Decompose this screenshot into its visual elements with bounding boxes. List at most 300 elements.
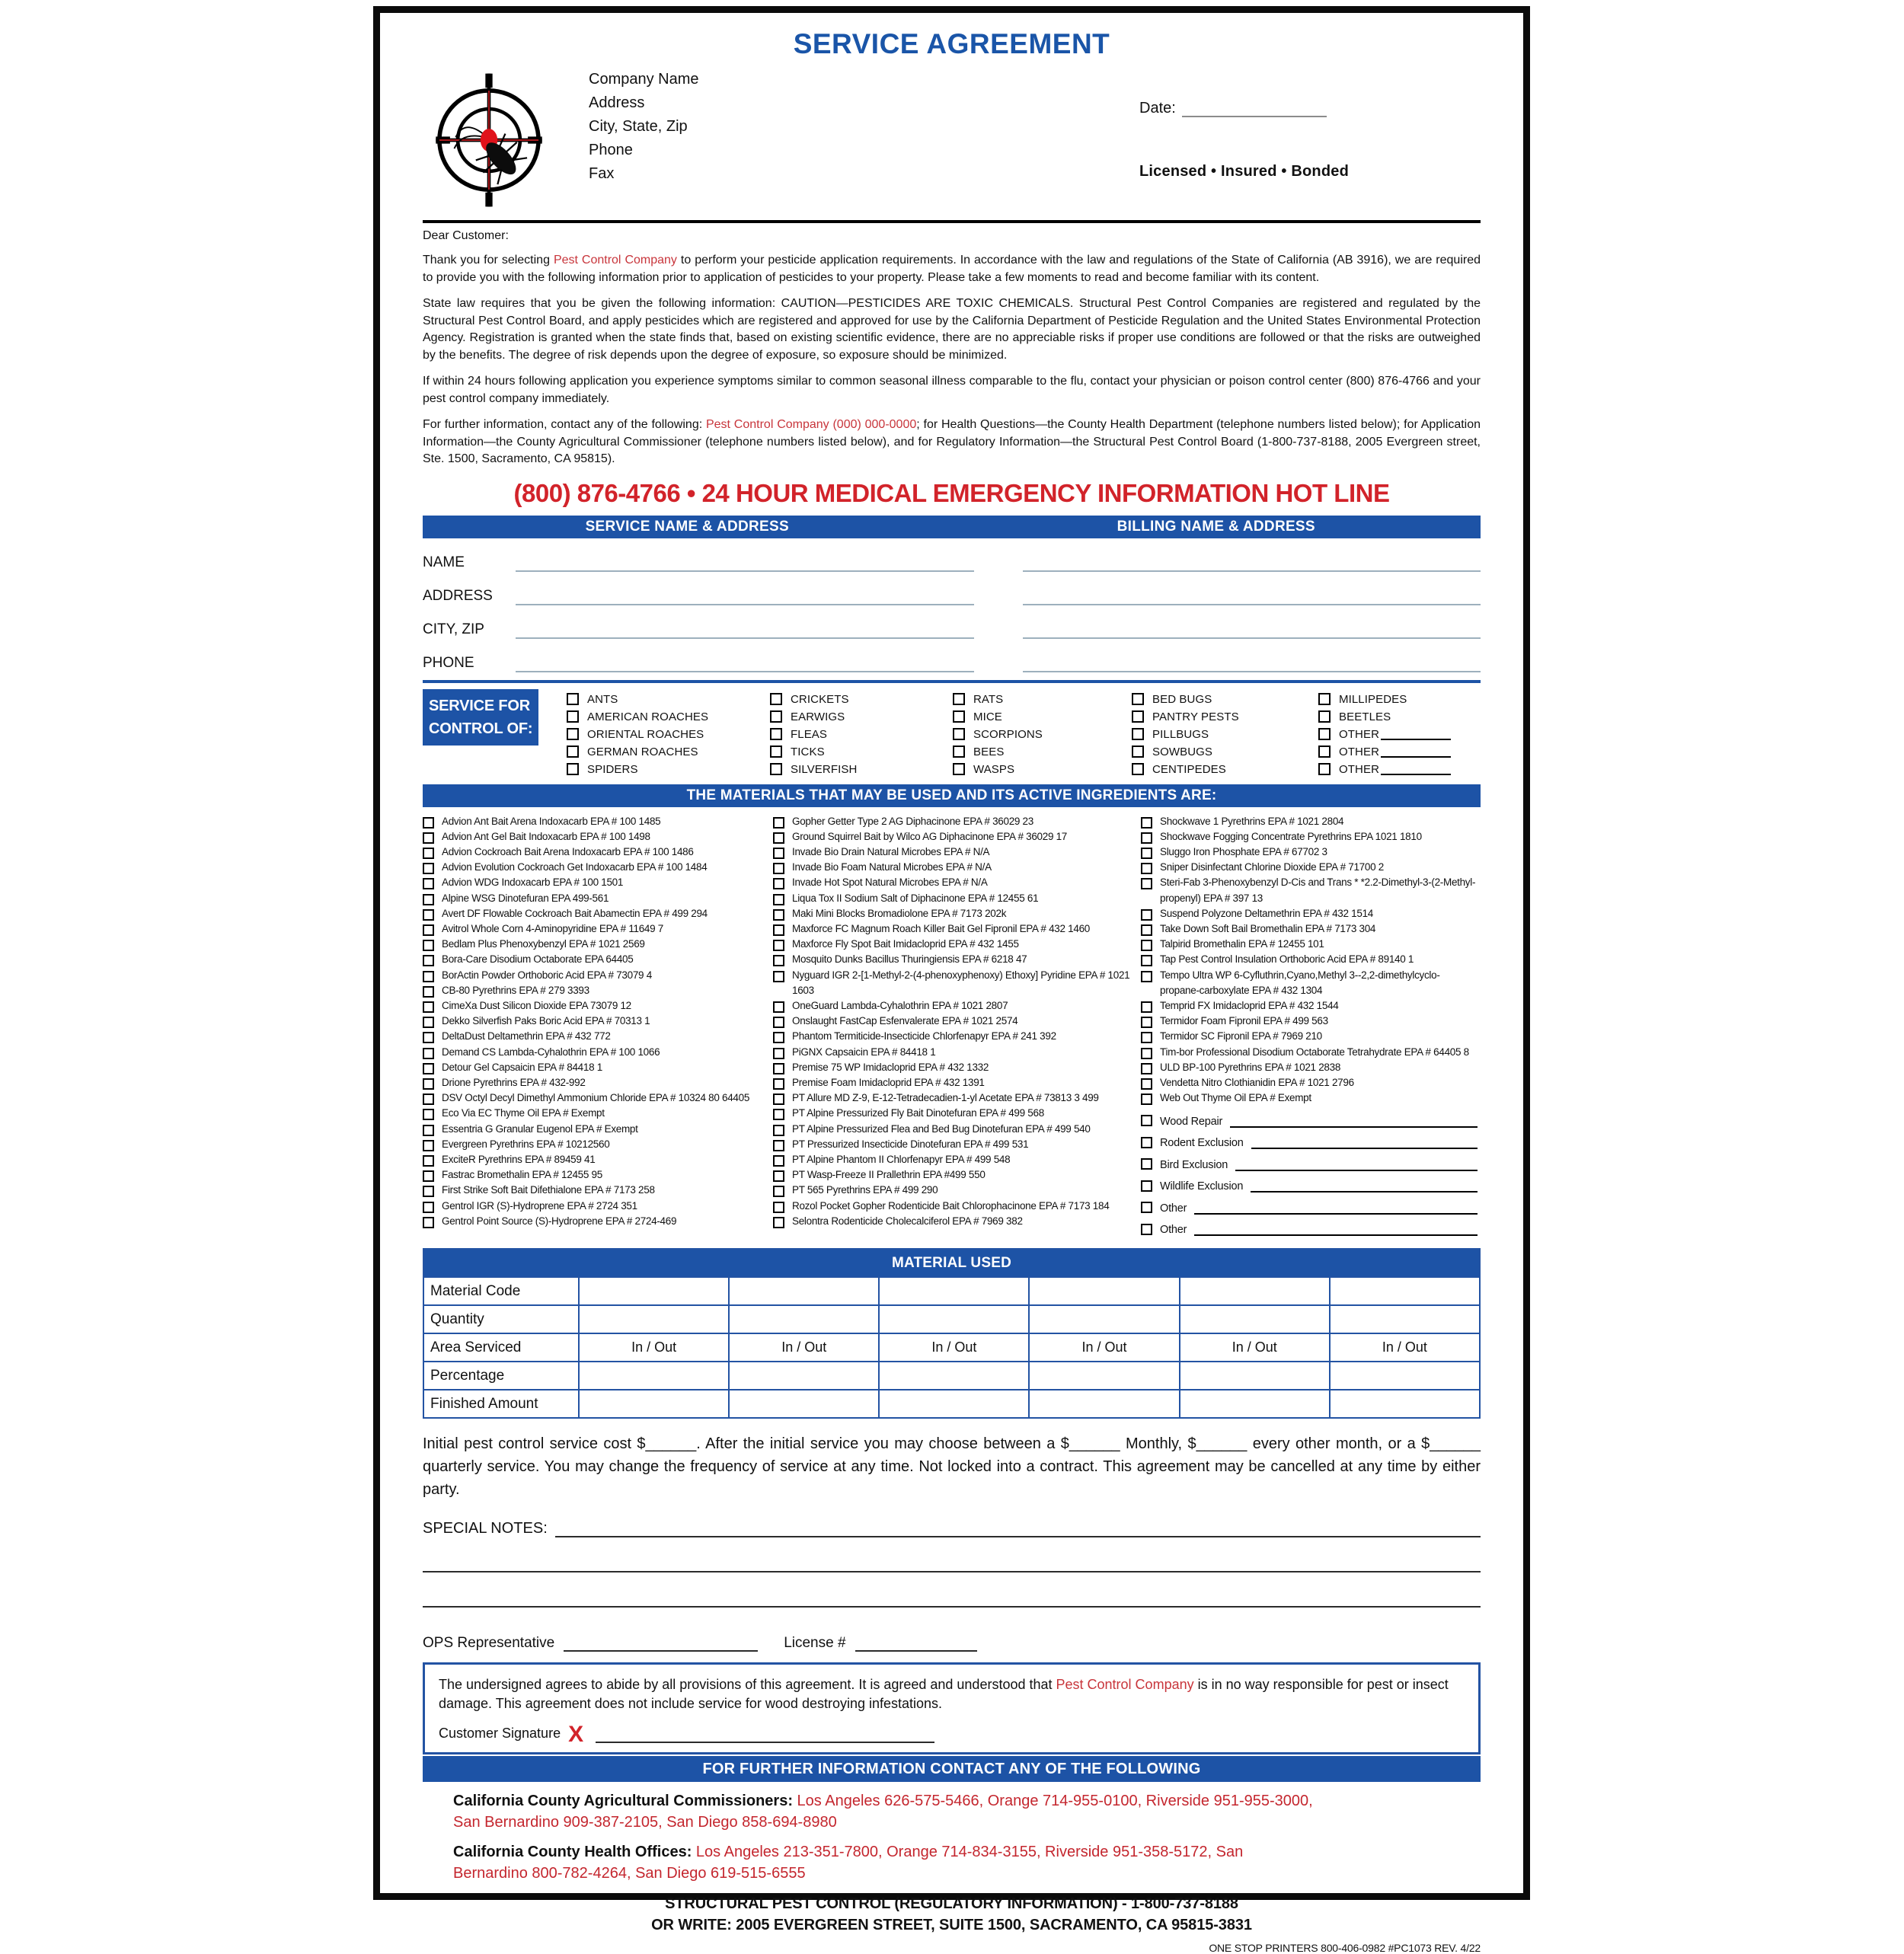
checkbox-icon[interactable]	[773, 1186, 784, 1197]
agricultural-commissioners-phones: Los Angeles 626-575-5466, Orange 714-955-0100, Riverside 951-955-3000, San Bernardino 909-387-2105, San Diego 858-694-8980	[453, 1793, 1313, 1831]
material-item	[773, 891, 1141, 906]
pest-option	[1318, 743, 1481, 761]
material-item-label: Avert DF Flowable Cockroach Bait Abamectin EPA # 499 294	[442, 907, 708, 919]
checkbox-icon[interactable]	[773, 1032, 784, 1043]
pest-option	[567, 691, 770, 708]
checkbox-icon[interactable]	[1132, 746, 1144, 758]
pest-option-label: SILVERFISH	[791, 762, 858, 776]
checkbox-icon[interactable]	[770, 693, 782, 705]
checkbox-icon[interactable]	[953, 693, 965, 705]
checkbox-icon[interactable]	[1141, 832, 1152, 844]
material-item-label: Shockwave Fogging Concentrate Pyrethrins EPA 1021 1810	[1160, 830, 1422, 842]
paragraph-text: Thank you for selecting	[423, 254, 554, 267]
agricultural-commissioners-paragraph	[423, 1791, 1321, 1833]
material-item-label: Mosquito Dunks Bacillus Thuringiensis EPA # 6218 47	[792, 953, 1027, 966]
checkbox-icon[interactable]	[567, 746, 579, 758]
date-label: Date:	[1139, 100, 1176, 117]
special-notes-blank-line[interactable]	[423, 1537, 1481, 1572]
customer-signature-label: Customer Signature	[439, 1726, 561, 1742]
checkbox-icon[interactable]	[423, 1109, 434, 1120]
material-writein-item	[1141, 1171, 1481, 1193]
material-item	[773, 968, 1141, 998]
material-item-label: Premise 75 WP Imidacloprid EPA # 432 1332	[792, 1061, 989, 1073]
special-notes-blank-line[interactable]	[555, 1519, 1481, 1537]
material-item-label: Onslaught FastCap Esfenvalerate EPA # 1021 2574	[792, 1015, 1018, 1027]
checkbox-icon[interactable]	[773, 924, 784, 936]
customer-signature-row	[439, 1722, 1465, 1748]
regulatory-footer-line2: OR WRITE: 2005 EVERGREEN STREET, SUITE 1500, SACRAMENTO, CA 95815-3831	[651, 1917, 1252, 1934]
customer-signature-blank-line[interactable]	[596, 1726, 934, 1743]
checkbox-icon[interactable]	[423, 1048, 434, 1059]
table-cell-empty[interactable]	[1029, 1305, 1179, 1333]
pest-option	[1132, 743, 1318, 761]
material-item	[1141, 875, 1481, 905]
health-offices-label: California County Health Offices:	[453, 1844, 692, 1861]
checkbox-icon[interactable]	[1141, 878, 1152, 889]
checkbox-icon[interactable]	[953, 746, 965, 758]
address-row-label: PHONE	[423, 654, 474, 671]
pest-option-label: OTHER	[1339, 727, 1379, 741]
ops-representative-label: OPS Representative	[423, 1635, 555, 1652]
material-item	[773, 1106, 1141, 1121]
table-cell-empty[interactable]	[1029, 1362, 1179, 1390]
material-item	[1141, 814, 1481, 829]
control-of-section	[423, 689, 1481, 778]
service-name-header: SERVICE NAME & ADDRESS	[585, 518, 789, 535]
material-item-label: Nyguard IGR 2-[1-Methyl-2-(4-phenoxyphenoxy) Ethoxy] Pyridine EPA # 1021 1603	[792, 969, 1130, 996]
checkbox-icon[interactable]	[423, 940, 434, 951]
other-blank-line[interactable]	[1381, 746, 1451, 758]
table-cell-empty[interactable]	[1180, 1390, 1330, 1418]
regulatory-footer	[423, 1893, 1481, 1936]
in-out-cell[interactable]: In / Out	[579, 1333, 729, 1362]
material-item-label: Tempo Ultra WP 6-Cyfluthrin,Cyano,Methyl 3--2,2-dimethylcyclo-propane-carboxylate EPA # 432 1304	[1160, 969, 1440, 996]
checkbox-icon[interactable]	[1141, 863, 1152, 874]
pest-option-label: ORIENTAL ROACHES	[587, 727, 704, 741]
checkbox-icon[interactable]	[773, 1109, 784, 1120]
table-cell-empty[interactable]	[1180, 1305, 1330, 1333]
table-cell-empty[interactable]	[729, 1362, 879, 1390]
pest-option-label: BEETLES	[1339, 710, 1391, 723]
pest-option	[770, 761, 953, 778]
checkbox-icon[interactable]	[773, 1001, 784, 1013]
checkbox-icon[interactable]	[773, 1063, 784, 1074]
checkbox-icon[interactable]	[567, 728, 579, 740]
address-row-label: ADDRESS	[423, 587, 493, 604]
checkbox-icon[interactable]	[567, 693, 579, 705]
other-blank-line[interactable]	[1381, 764, 1451, 775]
writein-blank-line[interactable]	[1194, 1221, 1478, 1236]
checkbox-icon[interactable]	[773, 955, 784, 966]
emergency-hotline: (800) 876-4766 • 24 HOUR MEDICAL EMERGENCY INFORMATION HOT LINE	[513, 478, 1390, 507]
checkbox-icon[interactable]	[1141, 1017, 1152, 1028]
checkbox-icon[interactable]	[423, 986, 434, 998]
license-label: License #	[784, 1635, 846, 1652]
material-item	[423, 952, 773, 967]
material-item	[1141, 1075, 1481, 1090]
table-cell-empty[interactable]	[1180, 1362, 1330, 1390]
material-item-label: PT 565 Pyrethrins EPA # 499 290	[792, 1184, 938, 1196]
material-item	[773, 875, 1141, 890]
material-item-label: Ground Squirrel Bait by Wilco AG Diphacinone EPA # 36029 17	[792, 830, 1068, 842]
writein-blank-line[interactable]	[1230, 1113, 1478, 1128]
row-label-quantity: Quantity	[423, 1305, 579, 1333]
material-item-label: Suspend Polyzone Deltamethrin EPA # 432 1514	[1160, 907, 1373, 919]
checkbox-icon[interactable]	[1141, 955, 1152, 966]
pest-option	[953, 743, 1132, 761]
materials-column-2	[773, 814, 1141, 1237]
material-item	[1141, 844, 1481, 860]
material-item-label: Tim-bor Professional Disodium Octaborate Tetrahydrate EPA # 64405 8	[1160, 1046, 1469, 1058]
agreement-text	[439, 1675, 1465, 1713]
pest-option-label: OTHER	[1339, 745, 1379, 758]
table-cell-empty[interactable]	[879, 1277, 1029, 1305]
checkbox-icon[interactable]	[423, 1170, 434, 1182]
pest-option	[770, 743, 953, 761]
checkbox-icon[interactable]	[1141, 1180, 1152, 1192]
material-item-label: Phantom Termiticide-Insecticide Chlorfenapyr EPA # 241 392	[792, 1030, 1056, 1042]
pest-option	[1132, 726, 1318, 743]
material-item-label: Advion Ant Bait Arena Indoxacarb EPA # 100 1485	[442, 815, 661, 827]
material-used-table	[423, 1248, 1481, 1419]
checkbox-icon[interactable]	[773, 1125, 784, 1136]
checkbox-icon[interactable]	[773, 832, 784, 844]
in-out-cell[interactable]: In / Out	[1330, 1333, 1480, 1362]
material-item	[773, 1122, 1141, 1137]
table-cell-empty[interactable]	[729, 1277, 879, 1305]
writein-blank-line[interactable]	[1251, 1177, 1478, 1193]
checkbox-icon[interactable]	[423, 1094, 434, 1105]
in-out-cell[interactable]: In / Out	[879, 1333, 1029, 1362]
checkbox-icon[interactable]	[953, 763, 965, 775]
pest-target-logo-icon	[429, 65, 549, 216]
materials-column-3	[1141, 814, 1481, 1237]
checkbox-icon[interactable]	[423, 1186, 434, 1197]
service-blank-line[interactable]	[516, 615, 974, 639]
checkbox-icon[interactable]	[1141, 1032, 1152, 1043]
address-row	[423, 639, 1481, 672]
service-agreement-form	[373, 6, 1530, 1954]
checkbox-icon[interactable]	[1141, 1094, 1152, 1105]
checkbox-icon[interactable]	[773, 940, 784, 951]
writein-blank-line[interactable]	[1235, 1156, 1478, 1171]
table-row	[423, 1390, 1480, 1418]
material-item	[423, 891, 773, 906]
checkbox-icon[interactable]	[1132, 763, 1144, 775]
checkbox-icon[interactable]	[423, 1017, 434, 1028]
checkbox-icon[interactable]	[770, 728, 782, 740]
checkbox-icon[interactable]	[1141, 1048, 1152, 1059]
material-item-label: Bora-Care Disodium Octaborate EPA 64405	[442, 953, 634, 966]
checkbox-icon[interactable]	[1141, 1202, 1152, 1213]
pest-column-2	[770, 691, 953, 778]
checkbox-icon[interactable]	[423, 1001, 434, 1013]
license-blank-line[interactable]	[855, 1635, 977, 1652]
checkbox-icon[interactable]	[423, 1032, 434, 1043]
materials-column-3-items	[1141, 814, 1481, 1106]
checkbox-icon[interactable]	[773, 848, 784, 859]
material-item-label: Tap Pest Control Insulation Orthoboric Acid EPA # 89140 1	[1160, 953, 1414, 966]
service-blank-line[interactable]	[516, 648, 974, 672]
table-cell-empty[interactable]	[579, 1277, 729, 1305]
material-item-label: Rozol Pocket Gopher Rodenticide Bait Chlorophacinone EPA # 7173 184	[792, 1199, 1110, 1212]
other-blank-line[interactable]	[1381, 729, 1451, 740]
checkbox-icon[interactable]	[1141, 817, 1152, 829]
checkbox-icon[interactable]	[1141, 971, 1152, 982]
material-item-label: Steri-Fab 3-Phenoxybenzyl D-Cis and Trans * *2.2-Dimethyl-3-(2-Methyl-propenyl) EPA # 397 13	[1160, 876, 1476, 904]
table-row	[423, 1362, 1480, 1390]
checkbox-icon[interactable]	[1318, 693, 1331, 705]
address-row	[423, 572, 1481, 605]
control-of-label-line1: SERVICE FOR	[429, 697, 531, 714]
checkbox-icon[interactable]	[953, 710, 965, 723]
table-cell-empty[interactable]	[879, 1362, 1029, 1390]
checkbox-icon[interactable]	[1141, 1137, 1152, 1148]
checkbox-icon[interactable]	[1132, 728, 1144, 740]
company-info-line: Fax	[589, 165, 615, 182]
checkbox-icon[interactable]	[423, 817, 434, 829]
further-information-bar: FOR FURTHER INFORMATION CONTACT ANY OF THE FOLLOWING	[423, 1756, 1481, 1782]
checkbox-icon[interactable]	[423, 1140, 434, 1151]
date-blank-line[interactable]	[1182, 101, 1327, 117]
row-label-material-code: Material Code	[423, 1277, 579, 1305]
material-item-label: CimeXa Dust Silicon Dioxide EPA 73079 12	[442, 999, 631, 1011]
material-item-label: Take Down Soft Bail Bromethalin EPA # 7173 304	[1160, 922, 1376, 934]
table-cell-empty[interactable]	[579, 1362, 729, 1390]
pest-control-company-red-text: Pest Control Company	[553, 254, 677, 267]
material-item-label: Talpirid Bromethalin EPA # 12455 101	[1160, 938, 1324, 950]
checkbox-icon[interactable]	[423, 848, 434, 859]
material-item	[1141, 952, 1481, 967]
pest-option-label: SPIDERS	[587, 762, 638, 776]
material-item-label: Drione Pyrethrins EPA # 432-992	[442, 1076, 586, 1088]
material-item-label: Web Out Thyme Oil EPA # Exempt	[1160, 1092, 1311, 1104]
checkbox-icon[interactable]	[773, 1140, 784, 1151]
table-cell-empty[interactable]	[579, 1390, 729, 1418]
checkbox-icon[interactable]	[773, 1170, 784, 1182]
checkbox-icon[interactable]	[1141, 848, 1152, 859]
table-cell-empty[interactable]	[579, 1305, 729, 1333]
material-item-label: Advion Ant Gel Bait Indoxacarb EPA # 100 1498	[442, 830, 650, 842]
material-item	[773, 1137, 1141, 1152]
checkbox-icon[interactable]	[1141, 1078, 1152, 1090]
checkbox-icon[interactable]	[773, 909, 784, 921]
checkbox-icon[interactable]	[1141, 1115, 1152, 1126]
company-info-line: Company Name	[589, 71, 699, 88]
billing-blank-line[interactable]	[1023, 581, 1481, 605]
control-of-label-line2: CONTROL OF:	[429, 720, 533, 737]
checkbox-icon[interactable]	[770, 710, 782, 723]
material-item-label: First Strike Soft Bait Difethialone EPA # 7173 258	[442, 1184, 655, 1196]
pest-checkbox-grid	[538, 689, 1481, 778]
special-notes-blank-line[interactable]	[423, 1572, 1481, 1608]
address-rows	[423, 538, 1481, 672]
checkbox-icon[interactable]	[423, 924, 434, 936]
material-item	[773, 906, 1141, 921]
material-item-label: BorActin Powder Orthoboric Acid EPA # 73079 4	[442, 969, 652, 981]
service-for-control-of-label	[423, 689, 538, 746]
salutation: Dear Customer:	[423, 229, 509, 242]
material-item	[1141, 1060, 1481, 1075]
material-item-label: Gopher Getter Type 2 AG Diphacinone EPA # 36029 23	[792, 815, 1033, 827]
health-offices-paragraph	[423, 1842, 1321, 1884]
checkbox-icon[interactable]	[423, 1078, 434, 1090]
pest-option	[1318, 691, 1481, 708]
pest-option	[1318, 726, 1481, 743]
billing-name-header: BILLING NAME & ADDRESS	[1117, 518, 1315, 535]
table-cell-empty[interactable]	[1330, 1277, 1480, 1305]
table-cell-empty[interactable]	[1330, 1362, 1480, 1390]
table-cell-empty[interactable]	[879, 1390, 1029, 1418]
pest-option	[567, 761, 770, 778]
material-item-label: PiGNX Capsaicin EPA # 84418 1	[792, 1046, 936, 1058]
ops-representative-blank-line[interactable]	[564, 1635, 758, 1652]
checkbox-icon[interactable]	[770, 763, 782, 775]
billing-blank-line[interactable]	[1023, 615, 1481, 639]
checkbox-icon[interactable]	[1141, 924, 1152, 936]
checkbox-icon[interactable]	[423, 1202, 434, 1213]
checkbox-icon[interactable]	[773, 878, 784, 889]
table-cell-empty[interactable]	[1029, 1277, 1179, 1305]
checkbox-icon[interactable]	[773, 1202, 784, 1213]
checkbox-icon[interactable]	[1141, 940, 1152, 951]
material-writein-item	[1141, 1149, 1481, 1171]
checkbox-icon[interactable]	[1132, 710, 1144, 723]
signature-agreement-box	[423, 1662, 1481, 1754]
pest-option-label: MICE	[973, 710, 1002, 723]
checkbox-icon[interactable]	[1318, 710, 1331, 723]
material-item	[423, 968, 773, 983]
checkbox-icon[interactable]	[773, 971, 784, 982]
material-item	[773, 829, 1141, 844]
material-writein-item	[1141, 1193, 1481, 1215]
billing-blank-line[interactable]	[1023, 548, 1481, 572]
checkbox-icon[interactable]	[423, 863, 434, 874]
material-item	[773, 1060, 1141, 1075]
table-cell-empty[interactable]	[1180, 1277, 1330, 1305]
in-out-cell[interactable]: In / Out	[729, 1333, 879, 1362]
pest-option	[953, 761, 1132, 778]
checkbox-icon[interactable]	[423, 1217, 434, 1228]
checkbox-icon[interactable]	[773, 817, 784, 829]
material-item-label: PT Alpine Pressurized Fly Bait Dinotefuran EPA # 499 568	[792, 1107, 1044, 1119]
checkbox-icon[interactable]	[773, 1217, 784, 1228]
material-item-label: Advion Evolution Cockroach Get Indoxacarb EPA # 100 1484	[442, 861, 708, 873]
service-blank-line[interactable]	[516, 548, 974, 572]
writein-blank-line[interactable]	[1251, 1134, 1478, 1149]
company-info-block	[589, 68, 699, 186]
company-info-line: City, State, Zip	[589, 118, 688, 135]
table-cell-empty[interactable]	[1029, 1390, 1179, 1418]
checkbox-icon[interactable]	[773, 1078, 784, 1090]
material-item	[773, 844, 1141, 860]
material-item	[423, 921, 773, 937]
checkbox-icon[interactable]	[1132, 693, 1144, 705]
in-out-cell[interactable]: In / Out	[1180, 1333, 1330, 1362]
checkbox-icon[interactable]	[773, 1155, 784, 1167]
regulatory-footer-line1: STRUCTURAL PEST CONTROL (REGULATORY INFORMATION) - 1-800-737-8188	[665, 1895, 1238, 1913]
material-writein-label: Rodent Exclusion	[1160, 1137, 1244, 1150]
material-item	[773, 1167, 1141, 1183]
billing-blank-line[interactable]	[1023, 648, 1481, 672]
table-row	[423, 1305, 1480, 1333]
pest-option-label: MILLIPEDES	[1339, 692, 1407, 706]
table-cell-empty[interactable]	[1330, 1390, 1480, 1418]
checkbox-icon[interactable]	[423, 955, 434, 966]
pest-option	[1132, 708, 1318, 726]
material-writein-label: Other	[1160, 1224, 1187, 1237]
paragraph-text: For further information, contact any of the following:	[423, 418, 706, 431]
checkbox-icon[interactable]	[953, 728, 965, 740]
pest-option-label: WASPS	[973, 762, 1015, 776]
checkbox-icon[interactable]	[423, 878, 434, 889]
table-cell-empty[interactable]	[1330, 1305, 1480, 1333]
material-item	[423, 1045, 773, 1060]
checkbox-icon[interactable]	[1141, 1063, 1152, 1074]
checkbox-icon[interactable]	[423, 1125, 434, 1136]
material-item-label: Gentrol IGR (S)-Hydroprene EPA # 2724 351	[442, 1199, 637, 1212]
service-blank-line[interactable]	[516, 581, 974, 605]
checkbox-icon[interactable]	[1318, 746, 1331, 758]
checkbox-icon[interactable]	[1318, 763, 1331, 775]
material-item	[773, 952, 1141, 967]
material-item-label: Avitrol Whole Corn 4-Aminopyridine EPA # 11649 7	[442, 922, 664, 934]
checkbox-icon[interactable]	[773, 1094, 784, 1105]
material-item	[423, 1122, 773, 1137]
material-item-label: Selontra Rodenticide Cholecalciferol EPA # 7969 382	[792, 1215, 1023, 1227]
checkbox-icon[interactable]	[770, 746, 782, 758]
checkbox-icon[interactable]	[567, 710, 579, 723]
agricultural-commissioners-label: California County Agricultural Commissioners:	[453, 1793, 793, 1810]
pest-option-label: BEES	[973, 745, 1005, 758]
pest-option	[567, 708, 770, 726]
checkbox-icon[interactable]	[1141, 909, 1152, 921]
pest-option-label: EARWIGS	[791, 710, 845, 723]
checkbox-icon[interactable]	[773, 863, 784, 874]
material-item	[773, 921, 1141, 937]
materials-header-bar: THE MATERIALS THAT MAY BE USED AND ITS ACTIVE INGREDIENTS ARE:	[423, 784, 1481, 807]
table-cell-empty[interactable]	[729, 1305, 879, 1333]
checkbox-icon[interactable]	[423, 909, 434, 921]
writein-blank-line[interactable]	[1194, 1199, 1478, 1215]
checkbox-icon[interactable]	[423, 832, 434, 844]
material-item	[423, 1075, 773, 1090]
checkbox-icon[interactable]	[773, 1048, 784, 1059]
checkbox-icon[interactable]	[423, 894, 434, 905]
pest-option-label: PANTRY PESTS	[1152, 710, 1239, 723]
checkbox-icon[interactable]	[1141, 1224, 1152, 1235]
checkbox-icon[interactable]	[423, 1155, 434, 1167]
address-row-label: CITY, ZIP	[423, 621, 484, 637]
checkbox-icon[interactable]	[423, 971, 434, 982]
table-cell-empty[interactable]	[879, 1305, 1029, 1333]
in-out-cell[interactable]: In / Out	[1029, 1333, 1179, 1362]
materials-column-1	[423, 814, 773, 1237]
checkbox-icon[interactable]	[1141, 1158, 1152, 1170]
checkbox-icon[interactable]	[773, 894, 784, 905]
checkbox-icon[interactable]	[567, 763, 579, 775]
material-item	[1141, 968, 1481, 998]
material-item	[423, 1029, 773, 1044]
checkbox-icon[interactable]	[773, 1017, 784, 1028]
material-item	[1141, 906, 1481, 921]
table-cell-empty[interactable]	[729, 1390, 879, 1418]
material-item	[1141, 998, 1481, 1014]
pest-option-label: SCORPIONS	[973, 727, 1043, 741]
checkbox-icon[interactable]	[1318, 728, 1331, 740]
checkbox-icon[interactable]	[423, 1063, 434, 1074]
checkbox-icon[interactable]	[1141, 1001, 1152, 1013]
